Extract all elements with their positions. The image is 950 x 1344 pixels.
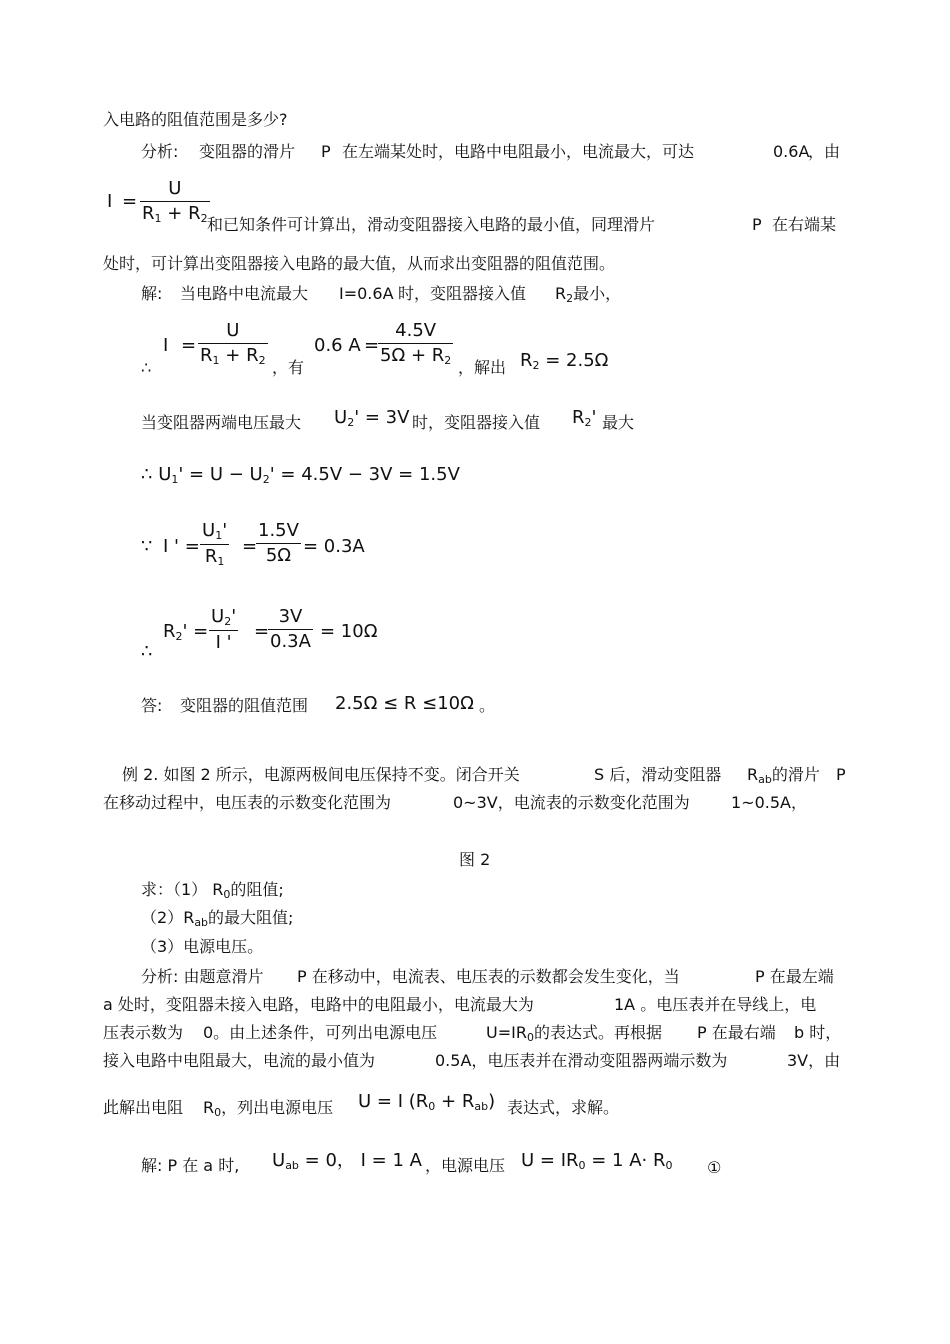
circle-number: ① [707,1158,722,1177]
question-1: 求：（1） $R_0$的阻值; [141,880,284,901]
u-expression: U = I $(R_0 + R_{ab})$ [358,1091,496,1113]
numerator: 1.5V [258,520,299,541]
text-span: 当电路中电流最大 [180,284,309,303]
text-span: 时，变阻器接入值 [398,284,527,303]
text-span: 1~0.5A， [731,793,807,812]
u-ir0-expression: $U = IR_0 = 1$ $A\cdot R_0$ [521,1150,673,1172]
text-span: 变阻器的阻值范围 [180,696,309,715]
denominator: $5\Omega + R_2$ [380,345,452,367]
figure-caption: 图 2 [459,850,491,869]
text-span: a 处时，变阻器未接入电路，电路中的电阻最小，电流最大为 [103,995,534,1014]
r2-result: $R_2 = 2.5\Omega$ [520,350,609,372]
text-span: 。 [479,696,496,715]
value-0.6A: 0.6 A [314,335,361,356]
denominator: $R_1 + R_2$ [142,203,208,225]
text-span: P 在移动中，电流表、电压表的示数都会发生变化，当 [297,967,680,986]
formula-I: I [163,335,169,356]
denominator: I ' [215,632,232,653]
formula-eq: = [181,335,197,356]
analysis-label: 分析: [141,142,179,161]
numerator: U [168,178,182,199]
text-span: $R_{ab}$的滑片 [747,765,820,786]
text-span: 最大 [602,413,635,432]
text-span: P [321,142,331,161]
text-span: P 在最右端 [697,1023,776,1042]
text-span: 0.5A，电压表并在滑动变阻器两端示数为 [435,1051,728,1070]
formula-eq: = [122,191,138,212]
iprime-lhs: I ' = [163,536,200,557]
text-span: 接入电路中电阻最大，电流的最小值为 [103,1051,376,1070]
text-span: 变阻器的滑片 [199,142,296,161]
text-span: 表达式，求解。 [507,1098,620,1117]
text-span: P [836,765,846,784]
text-span: I=0.6A [339,284,394,303]
fraction-3v-over-0.3a [268,608,313,651]
iprime-result: = 0.3A [303,536,365,557]
u2prime-eq: $U_2' = 3V$ [334,407,410,429]
therefore-symbol: ∴ [141,641,153,662]
text-span: 分析: 由题意滑片 [141,967,264,986]
text-span: ，有 [272,358,305,377]
formula-eq: = [364,335,380,356]
formula-I: I [107,191,113,212]
answer-label: 答: [141,696,163,715]
denominator: $R_1 + R_2$ [200,345,266,367]
text-span: $U=IR_0$的表达式。再根据 [486,1023,662,1044]
text-span: b 时， [794,1023,842,1042]
text-span: 此解出电阻 [103,1098,184,1117]
numerator: U [226,320,240,341]
text-span: 解: P 在 a 时, [141,1156,240,1175]
text-span: 在左端某处时，电路中电阻最小，电流最大，可达 [342,142,695,161]
text-span: $R_2$最小， [555,284,622,305]
text-span: S 后，滑动变阻器 [594,765,722,784]
because-symbol: ∵ [141,536,153,557]
question-2: $(2)R_{ab}$的最大阻值; [141,908,294,929]
text-line: 入电路的阻值范围是多少? [103,110,288,129]
text-span: 1A 。电压表并在导线上，电 [614,995,817,1014]
text-span: 时，变阻器接入值 [412,413,541,432]
text-span: 和已知条件可计算出，滑动变阻器接入电路的最小值，同理滑片 [207,215,656,234]
text-span: 0~3V，电流表的示数变化范围为 [453,793,690,812]
numerator: 3V [278,606,303,627]
text-span: 在右端某 [772,215,837,234]
example2-line1: 例 2. 如图 2 所示，电源两极间电压保持不变。闭合开关 [122,765,520,784]
therefore-symbol: ∴ [141,358,152,377]
text-span: ，电源电压 [425,1156,506,1175]
text-span: ，解出 [458,358,507,377]
example2-line2: 在移动过程中，电压表的示数变化范围为 [103,793,392,812]
denominator: 5Ω [265,545,292,566]
r2prime-result: = 10Ω [320,621,378,642]
denominator: 0.3A [270,631,311,652]
formula-eq: = [242,536,258,557]
fraction-1.5v-over-5ohm [256,522,301,565]
r2prime: $R_2'$ [572,407,597,429]
numerator: 4.5V [395,320,437,341]
fraction-u2-over-i [209,608,238,652]
numerator: $U_1'$ [202,520,228,542]
text-span: $R_0$，列出电源电压 [203,1098,334,1119]
text-span: P 在最左端 [755,967,834,986]
numerator: $U_2'$ [211,606,237,628]
text-span: 3V，由 [787,1051,841,1070]
text-span: 0。由上述条件，可列出电源电压 [203,1023,438,1042]
fraction-substituted [378,322,453,366]
denominator: $R_1$ [204,546,225,568]
uab-expression: $U_{ab} = 0$， I = 1 A [272,1150,422,1172]
text-span: 当变阻器两端电压最大 [141,413,302,432]
fraction-u1-over-r1 [200,522,229,567]
text-line: 处时，可计算出变阻器接入电路的最大值，从而求出变阻器的阻值范围。 [103,254,616,273]
text-span: P [752,215,762,234]
question-3: （3）电源电压。 [141,937,264,956]
fraction-i-formula-2 [198,322,268,366]
r2prime-lhs: $R_2'$ = [163,621,209,643]
fraction-i-formula [140,180,210,224]
formula-eq: = [254,621,270,642]
answer-range: 2.5Ω ≤ R ≤10Ω [335,693,474,714]
text-span: 0.6A [773,142,810,161]
solution-label: 解: [141,284,163,303]
text-span: ，由 [808,142,841,161]
text-span: 压表示数为 [103,1023,184,1042]
u1prime-line: ∴ $U_1' = U - U_2' = 4.5V - 3V = 1.5V$ [141,464,460,486]
